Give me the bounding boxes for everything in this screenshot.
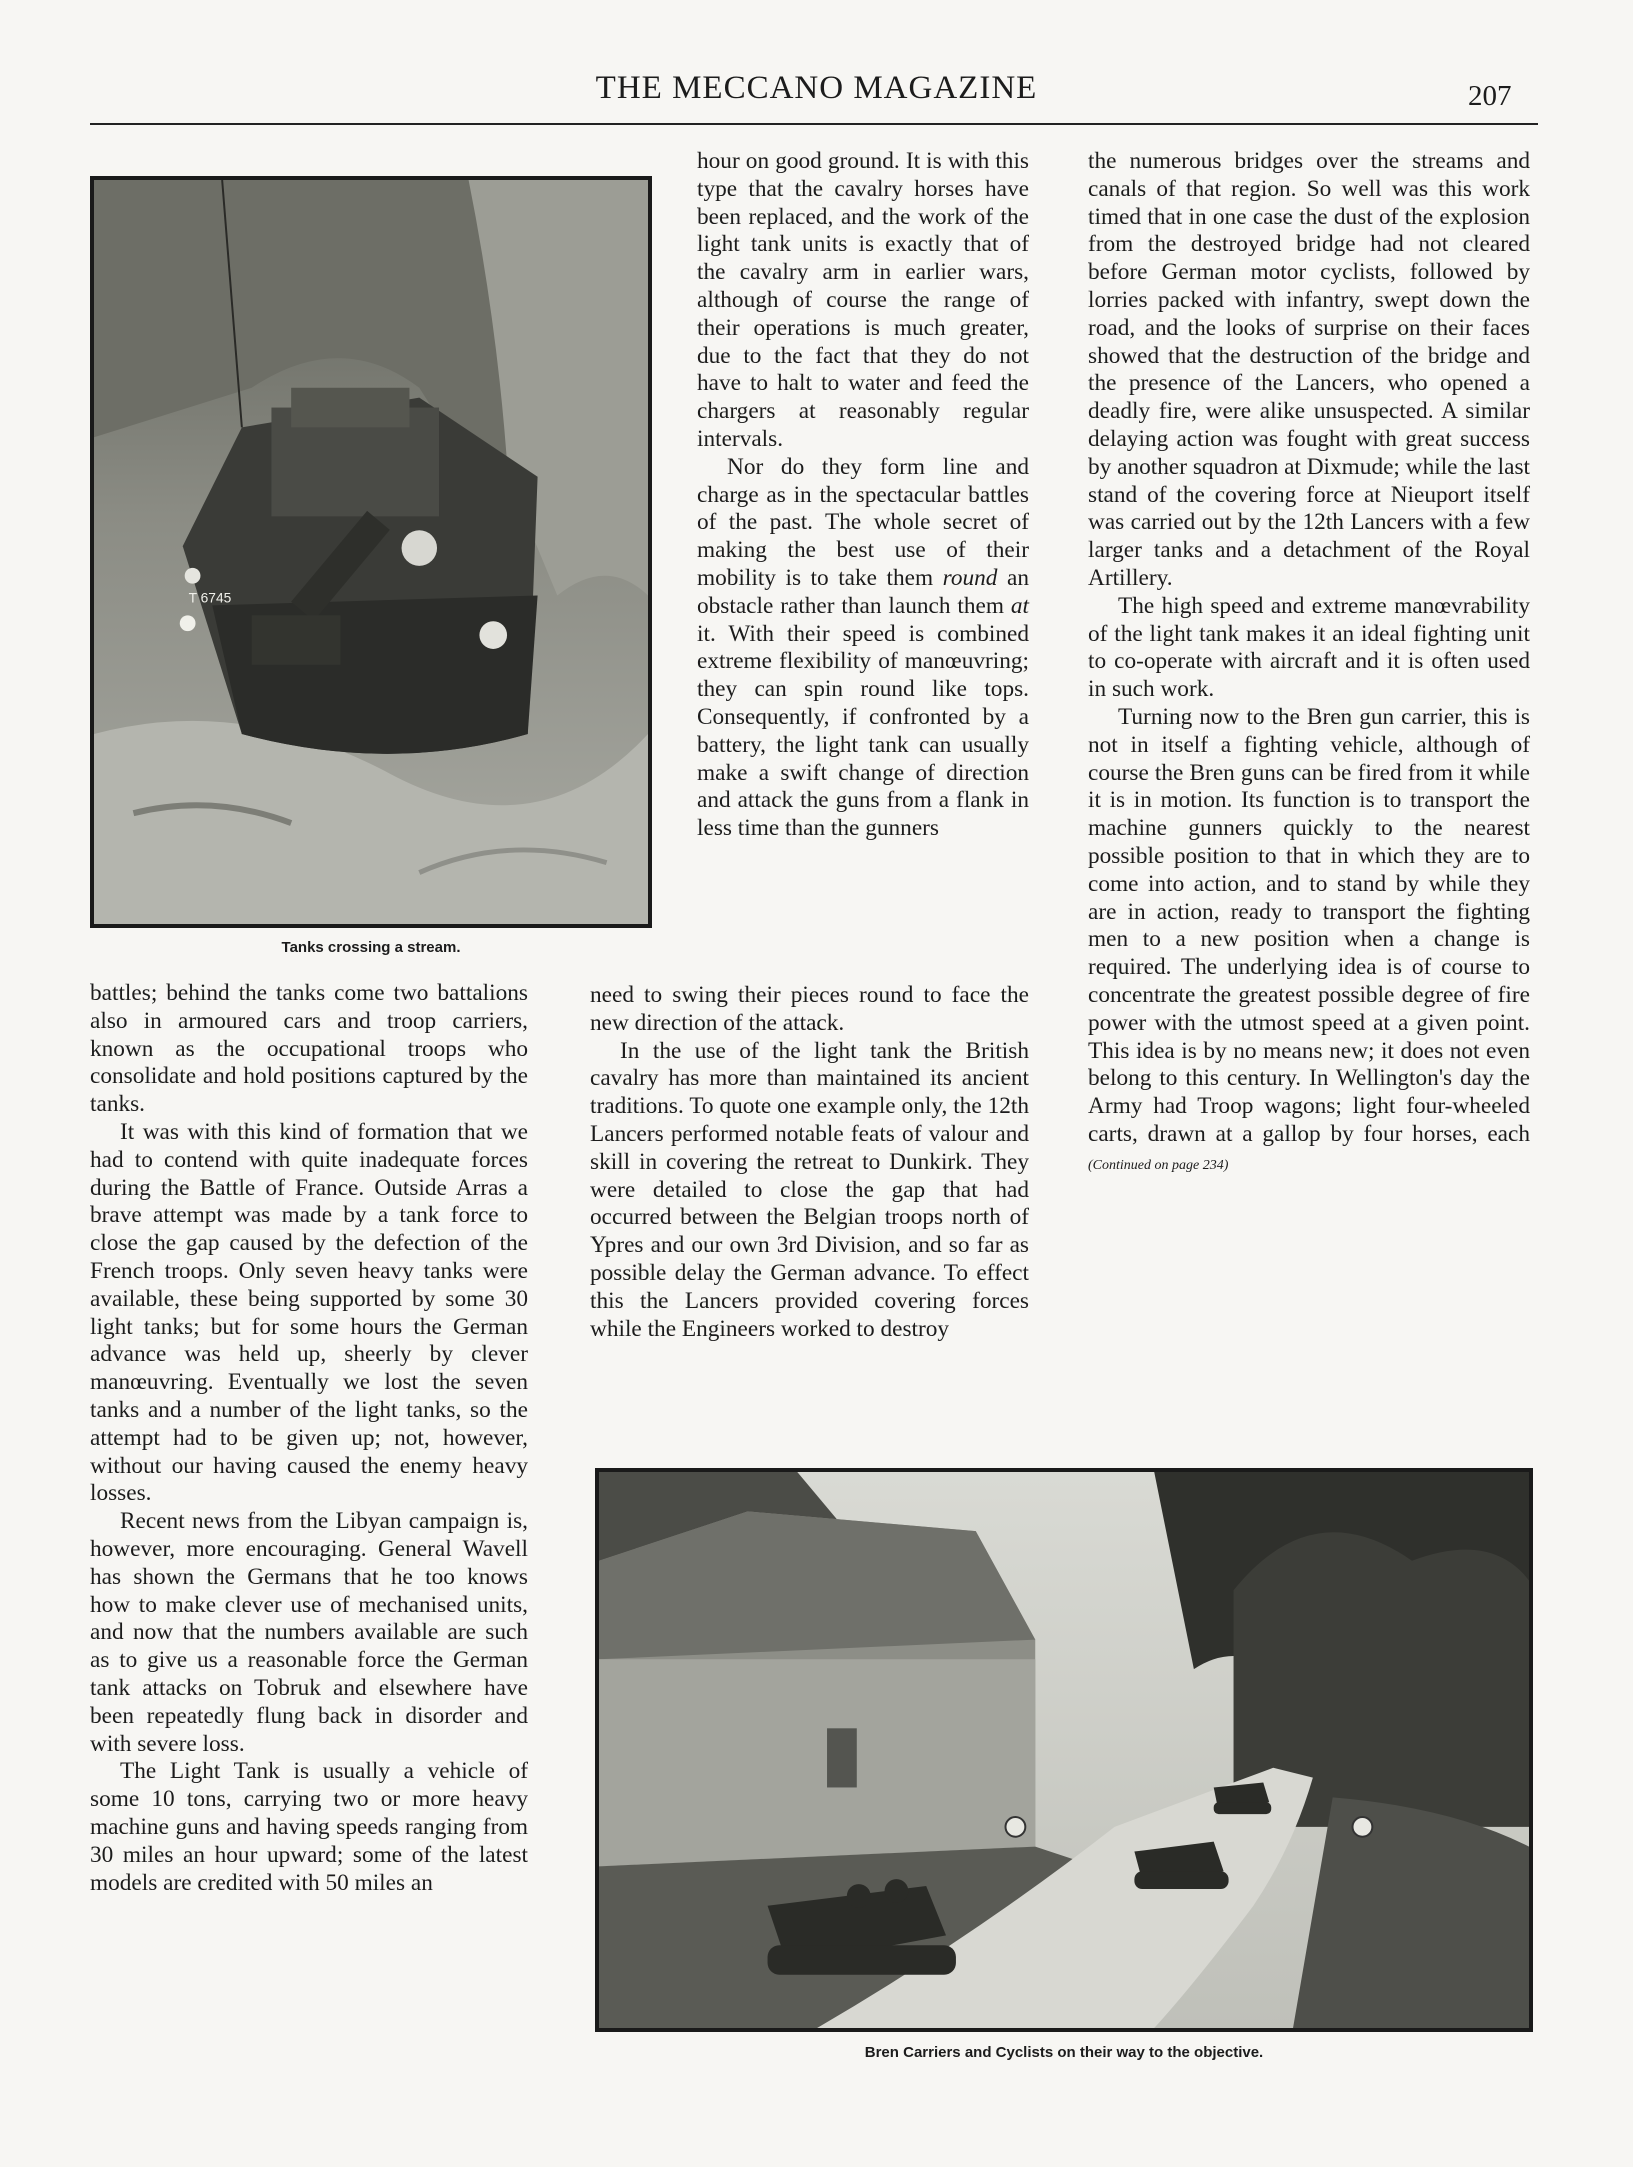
carriers-illustration xyxy=(599,1472,1529,2028)
col2-emphasis: at xyxy=(1010,592,1029,619)
hull-marking: T 6745 xyxy=(188,589,232,606)
carriers-caption: Bren Carriers and Cyclists on their way to the objective. xyxy=(864,2044,1264,2061)
col2-text: Nor do they form line and charge as in the spectacular battles of the past. The whole secret of making the best use of their mobility is to take them xyxy=(697,453,1029,591)
tank-illustration xyxy=(94,180,648,924)
col1-paragraph: It was with this kind of formation that we had to contend with quite inadequate forces during the Battle of France. Outside Arras a brave attempt was made by a tank force to close the gap caused by the defection of the French troops. Only seven heavy tanks were available, these being supported by some 30 light tanks; but for some hours the German advance was held up, sheerly by clever manœuvring. Eventually we lost the seven tanks and a number of the light tanks, so the attempt had to be given up; not, however, without our having caused the enemy heavy losses. xyxy=(90,1118,528,1507)
col1-paragraph: The Light Tank is usually a vehicle of some 10 tons, carrying two or more heavy machine guns and having speeds ranging from 30 miles an hour upward; some of the latest models are credited with 50 miles an xyxy=(90,1758,528,1896)
magazine-title: THE MECCANO MAGAZINE xyxy=(595,70,1038,106)
column-2-wide xyxy=(590,982,1029,1343)
col3-text: Turning now to the Bren gun carrier, this is not in itself a fighting vehicle, although of course the Bren guns can be fired from it while it is in motion. Its function is to transport the machine gunners quickly to the nearest possible position to that in which they are to come into action, and to stand by while they are in action, ready to transport the fighting men to a new position when a change is required. The underlying idea is of course to concentrate the greatest possible degree of fire power with the utmost speed at a given point. This idea is by no means new; it does not even belong to this century. In Wellington's day the Army had Troop wagons; light four-wheeled carts, drawn at a gallop by four horses, each xyxy=(1088,703,1530,1147)
tank-photo xyxy=(90,176,652,928)
column-3 xyxy=(1088,148,1530,1179)
carriers-photo xyxy=(595,1468,1533,2032)
column-1 xyxy=(90,980,528,1897)
tank-caption: Tanks crossing a stream. xyxy=(281,939,461,956)
col2-paragraph xyxy=(697,454,1029,843)
col1-paragraph: battles; behind the tanks come two battalions also in armoured cars and troop carriers, known as the occupational troops who consolidate and hold positions captured by the tanks. xyxy=(90,980,528,1118)
col2-paragraph: In the use of the light tank the British cavalry has more than maintained its ancient traditions. To quote one example only, the 12th Lancers performed notable feats of valour and skill in covering the retreat to Dunkirk. They were detailed to close the gap that had occurred between the Belgian troops north of Ypres and our own 3rd Division, and so far as possible delay the German advance. To effect this the Lancers provided covering forces while the Engineers worked to destroy xyxy=(590,1037,1029,1342)
col2-paragraph: need to swing their pieces round to face the new direction of the attack. xyxy=(590,982,1029,1036)
col2-text: it. With their speed is combined extreme flexibility of manœuvring; they can spin round like tops. Consequently, if confronted by a battery, the light tank can usually make a swift change of direction and attack the guns from a flank in less time than the gunners xyxy=(697,620,1029,842)
col1-paragraph: Recent news from the Libyan campaign is, however, more encouraging. General Wavell has shown the Germans that he too knows how to make clever use of mechanised units, and now that the numbers available are such as to give us a reasonable force the German tank attacks on Tobruk and elsewhere have been repeatedly flung back in disorder and with severe loss. xyxy=(90,1508,528,1757)
col2-paragraph: hour on good ground. It is with this type that the cavalry horses have been replaced, and the work of the light tank units is exactly that of the cavalry arm in earlier wars, although of course the range of their operations is much greater, due to the fact that they do not have to halt to water and feed the chargers at reasonably regular intervals. xyxy=(697,148,1029,452)
header-rule xyxy=(90,123,1538,125)
col2-text: an obstacle rather than launch them xyxy=(697,564,1029,619)
column-2 xyxy=(697,148,1029,843)
col2-emphasis: round xyxy=(942,564,998,591)
continued-note: (Continued on page 234) xyxy=(1088,1157,1229,1173)
page-number: 207 xyxy=(1468,80,1512,112)
col3-paragraph: The high speed and extreme manœvrability of the light tank makes it an ideal fighting unit to co-operate with aircraft and it is often used in such work. xyxy=(1088,592,1530,703)
col3-paragraph xyxy=(1088,704,1530,1180)
col3-paragraph: the numerous bridges over the streams and canals of that region. So well was this work timed that in one case the dust of the explosion from the destroyed bridge had not cleared before German motor cyclists, followed by lorries packed with infantry, swept down the road, and the looks of surprise on their faces showed that the destruction of the bridge and the presence of the Lancers, who opened a deadly fire, were alike unsuspected. A similar delaying action was fought with great success by another squadron at Dixmude; while the last stand of the covering force at Nieuport itself was carried out by the 12th Lancers with a few larger tanks and a detachment of the Royal Artillery. xyxy=(1088,148,1530,591)
